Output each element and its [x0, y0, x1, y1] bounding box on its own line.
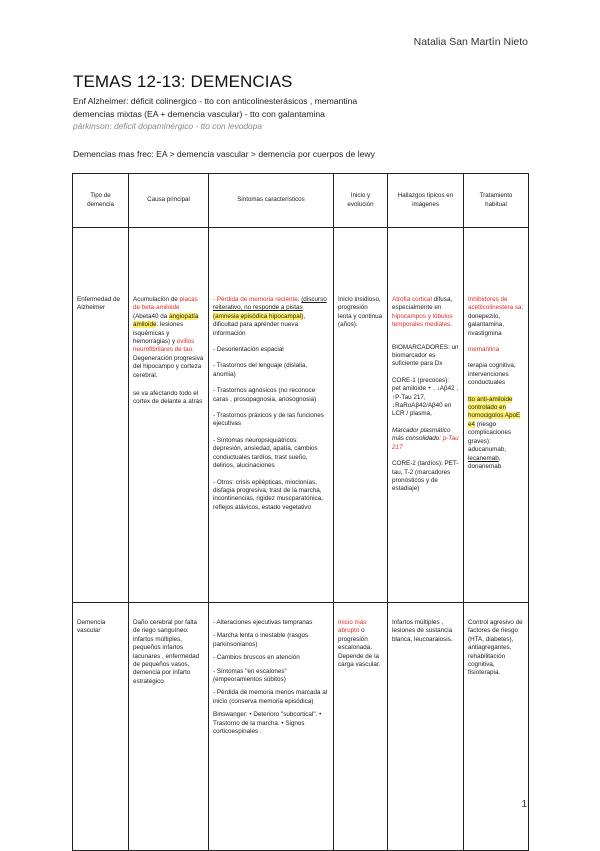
- cell-symptoms: - Alteraciones ejecutivas tempranas - Marcha lenta o inestable (rasgos parkinsonianos) - Cambios bruscos en atención - Síntomas "en escalones" (empeoramientos súbitos) - Pérdida de memoria menos marcada al inicio (conserva memoria episódica) Binswanger: • Deterioro "subcortical". • Trastorno de la marcha. • Signos corticoespinales .: [209, 603, 334, 851]
- cell-symptoms: - Pérdida de memoria reciente: (discurso reiterativo, no responde a pistas (amnesia episódica hipocampal), dificultad para aprender nueva información - Desorientación espacial - Trastornos del lenguaje (dislalia, anomia) - Trastornos agnósicos (no reconoce caras , prosopagnosia, anosognosia) - Trastornos práxicos y de las funciones ejecutivas - Síntomas neuropsiquiátricos: depresión, ansiedad, apatía, cambios conductuales tardíos, trast sueño, delirios, alucinaciones - Otros: crisis epilépticas, mioclonías, disfagia progresiva, trast de la marcha, incontinencias, rigidez muscparatónica, reflejos atávicos, estado vegetativo: [209, 228, 334, 603]
- page-number: 1: [521, 799, 527, 810]
- cell-type: Demencia vascular: [73, 603, 129, 851]
- intro-line-alzheimer: Enf Alzheimer: déficit colinergico - tto con anticolinesterásicos , memantina: [73, 96, 358, 106]
- page-title: TEMAS 12-13: DEMENCIAS: [73, 72, 293, 91]
- col-header-symptoms: Sintomas característicos: [209, 174, 334, 228]
- table-row: [73, 603, 529, 851]
- col-header-cause: Causa principal: [129, 174, 209, 228]
- cell-imaging: Infartos múltiples , lesiones de sustancia blanca, leucoaraiosis.: [388, 603, 464, 851]
- col-header-treatment: Tratamiento habitual: [464, 174, 529, 228]
- dementia-table: [72, 173, 529, 851]
- cell-onset: Inicio insidioso, progresión lenta y continua (años).: [334, 228, 388, 603]
- intro-line-frequency: Demencias mas frec: EA > demencia vascular > demencia por cuerpos de lewy: [73, 149, 375, 159]
- cell-cause: Daño cerebral por falta de riego sanguíneo: infartos múltiples, pequeños infartos lacunares , enfermedad de pequeños vasos, demencia por infarto estratégico: [129, 603, 209, 851]
- col-header-imaging: Hallazgos típicos en imágenes: [388, 174, 464, 228]
- col-header-onset: Inicio y evolución: [334, 174, 388, 228]
- intro-line-parkinson: párkinson: deficit dopaminérgico - tto con levodopa: [73, 121, 263, 131]
- cell-imaging: Atrofia cortical difusa, especialmente en hipocampos y lóbulos temporales mediales. BIOMARCADORES: un biomarcador es suficiente para Dx CORE-1 (precoces): pet amiloide + , ↓Aβ42 , ↑P-Tau 217, ↓RaRoAβ42/Aβ40 en LCR / plasma, Marcador plasmático más consolidado: p-Tau 217 CORE-2 (tardíos): PET-tau, T-2 (marcadores pronósticos y de estadiaje): [388, 228, 464, 603]
- cell-cause: Acumulación de placas de beta-amiloide (Abeta40 da angiopatía amiloide: lesiones isquémicas y hemorragias) y ovillos neurofibrilares de tau. Degeneración progresiva del hipocampo y corteza cerebral. se va afectando todo el cortex de delante a atrás: [129, 228, 209, 603]
- cell-treatment: Control agresivo de factores de riesgo (HTA, diabetes), antiagregantes, rehabilitación cognitiva, fisioterapia.: [464, 603, 529, 851]
- intro-line-mixed: demencias mixtas (EA + demencia vascular) - tto con galantamina: [73, 109, 325, 119]
- table-row: [73, 228, 529, 603]
- cell-type: Enfermedad de Alzheimer: [73, 228, 129, 603]
- author-name: Natalia San Martín Nieto: [413, 36, 528, 48]
- col-header-type: Tipo de demencia: [73, 174, 129, 228]
- table-header-row: [73, 174, 529, 228]
- cell-onset: Inicio más abrupto o progresión escalonada. Depende de la carga vascular.: [334, 603, 388, 851]
- cell-treatment: Inhibidores de acetilcolinestera sa: donepezilo, galantamina, rivastigmina memantina terapia cognitiva, intervenciones conductuales tto anti-amiloide controlado en homocigolos ApoE e4 (riesgo complicaciones graves): aducanumab, lecanemab, donanemab: [464, 228, 529, 603]
